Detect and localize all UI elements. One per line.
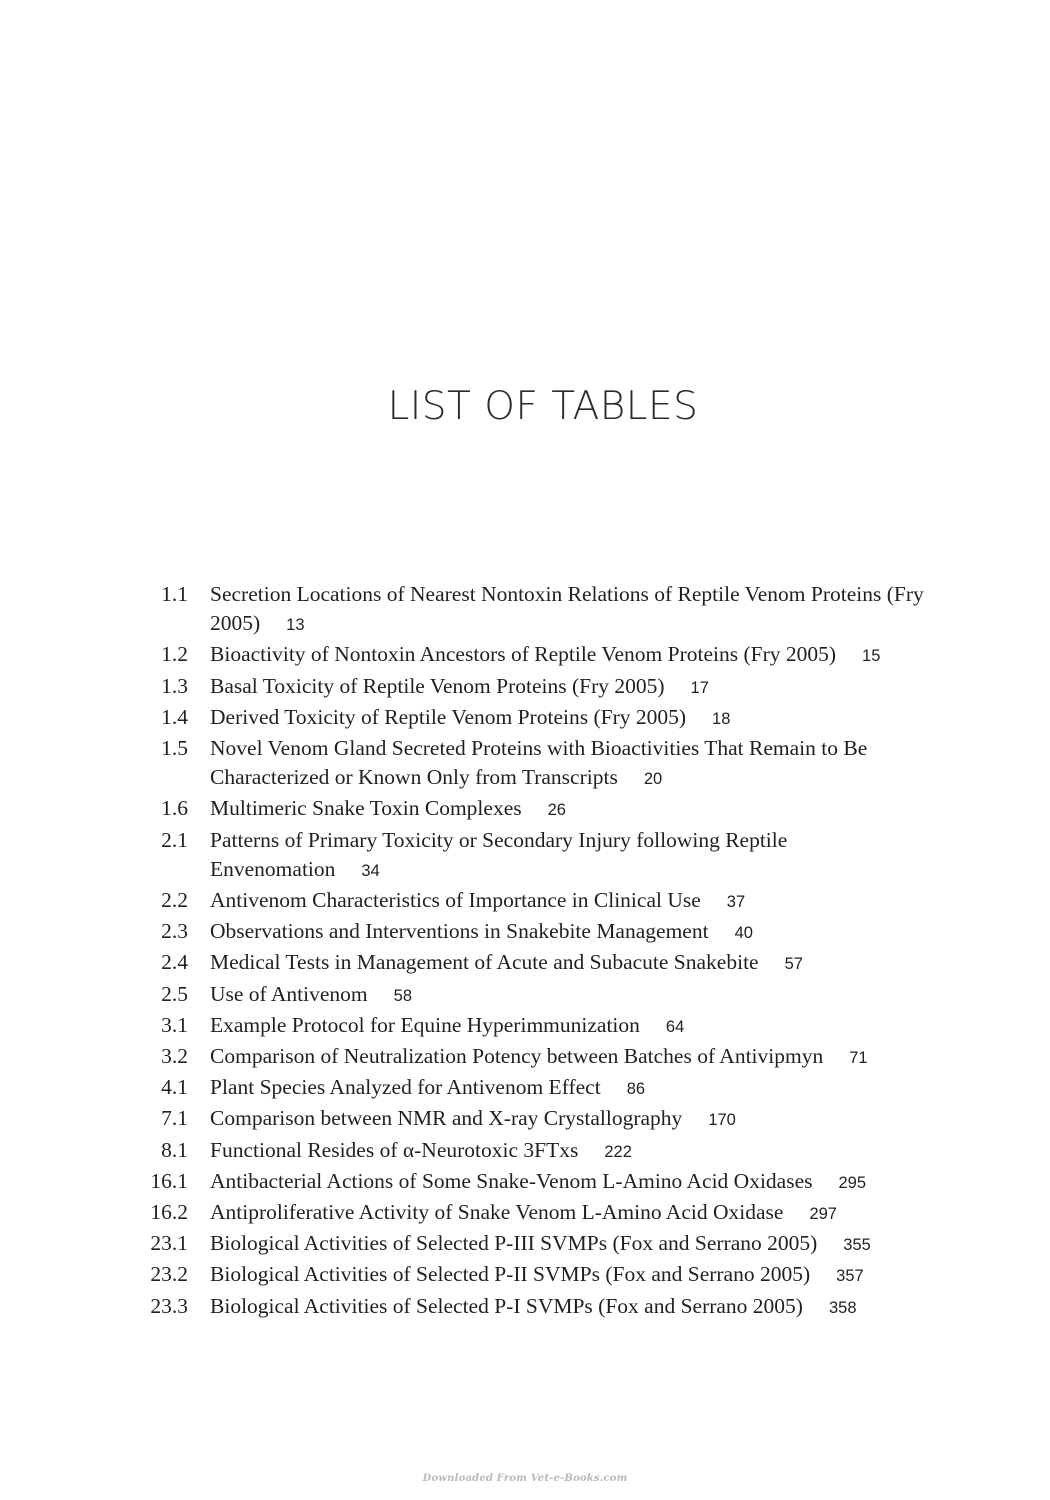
table-title-wrap — [210, 980, 930, 1011]
table-number: 2.3 — [161, 919, 188, 944]
table-page-number: 86 — [626, 1080, 646, 1099]
table-title: Use of Antivenom — [210, 981, 368, 1006]
table-number: 1.5 — [161, 736, 188, 761]
table-page-number: 64 — [665, 1017, 685, 1036]
table-number: 1.2 — [161, 642, 188, 667]
table-page-number: 357 — [836, 1267, 864, 1286]
table-title-wrap — [210, 794, 930, 825]
table-title: Novel Venom Gland Secreted Proteins with Bioactivities That Remain to Be Characterized or Known Only from Transcripts — [210, 736, 868, 790]
table-entry[interactable] — [140, 1292, 940, 1323]
table-title: Observations and Interventions in Snakebite Management — [210, 919, 709, 944]
table-title-wrap — [210, 1198, 930, 1229]
table-title: Multimeric Snake Toxin Complexes — [210, 796, 522, 821]
table-number: 8.1 — [161, 1137, 188, 1162]
table-title-wrap — [210, 886, 930, 917]
table-title-wrap — [210, 734, 930, 794]
table-title: Derived Toxicity of Reptile Venom Proteins (Fry 2005) — [210, 704, 687, 729]
table-title: Biological Activities of Selected P-II SVMPs (Fox and Serrano 2005) — [210, 1262, 811, 1287]
table-number: 4.1 — [161, 1075, 188, 1100]
table-number: 23.1 — [150, 1231, 188, 1256]
table-title: Biological Activities of Selected P-I SVMPs (Fox and Serrano 2005) — [210, 1293, 803, 1318]
table-number: 2.5 — [161, 981, 188, 1006]
table-title-wrap — [210, 580, 930, 640]
table-title: Example Protocol for Equine Hyperimmunization — [210, 1012, 640, 1037]
table-title: Comparison between NMR and X-ray Crystallography — [210, 1106, 683, 1131]
table-entry[interactable] — [140, 1136, 940, 1167]
table-number: 1.1 — [161, 582, 188, 606]
table-entry[interactable] — [140, 794, 940, 825]
table-title-wrap — [210, 1292, 930, 1323]
table-title: Functional Resides of α-Neurotoxic 3FTxs — [210, 1137, 579, 1162]
table-title-wrap — [210, 1042, 930, 1073]
table-entry[interactable] — [140, 734, 940, 794]
table-title-wrap — [210, 1011, 930, 1042]
table-entry[interactable] — [140, 1198, 940, 1229]
page-title: LIST OF TABLES — [387, 384, 699, 429]
table-page-number: 57 — [784, 955, 803, 974]
table-number: 1.4 — [161, 704, 188, 729]
table-number: 3.2 — [161, 1044, 188, 1069]
table-number: 2.1 — [161, 827, 188, 852]
table-number: 16.2 — [150, 1200, 188, 1225]
table-entry[interactable] — [140, 1073, 940, 1104]
table-page-number: 20 — [643, 770, 663, 789]
table-title-wrap — [210, 1136, 930, 1167]
table-page-number: 40 — [734, 924, 753, 943]
table-title-wrap — [210, 1073, 930, 1104]
table-title-wrap — [210, 703, 930, 734]
table-number: 16.1 — [150, 1168, 188, 1193]
table-entry[interactable] — [140, 703, 940, 734]
download-watermark: Downloaded From Vet-e-Books.com — [422, 1473, 628, 1484]
table-page-number: 358 — [828, 1298, 857, 1317]
table-number: 2.4 — [161, 950, 188, 975]
table-entry[interactable] — [140, 826, 940, 886]
table-number: 23.3 — [150, 1293, 188, 1318]
table-title-wrap — [210, 672, 930, 703]
table-page-number: 355 — [843, 1236, 871, 1255]
table-entry[interactable] — [140, 640, 940, 671]
table-entry[interactable] — [140, 672, 940, 703]
table-entry[interactable] — [140, 1167, 940, 1198]
table-number: 1.6 — [161, 796, 188, 821]
table-entry[interactable] — [140, 917, 940, 948]
table-page-number: 170 — [708, 1111, 736, 1130]
table-title-wrap — [210, 826, 930, 886]
table-entry[interactable] — [140, 1011, 940, 1042]
table-entry[interactable] — [140, 886, 940, 917]
table-title-wrap — [210, 1104, 930, 1135]
table-title: Antivenom Characteristics of Importance in Clinical Use — [210, 888, 701, 913]
table-number: 1.3 — [161, 673, 188, 698]
table-title-wrap — [210, 1260, 930, 1291]
table-title: Antibacterial Actions of Some Snake-Venom L-Amino Acid Oxidases — [210, 1168, 813, 1193]
table-number: 23.2 — [150, 1262, 188, 1287]
table-title: Plant Species Analyzed for Antivenom Effect — [210, 1075, 601, 1100]
table-list — [140, 580, 940, 1323]
table-page-number: 71 — [849, 1049, 868, 1068]
table-entry[interactable] — [140, 1260, 940, 1291]
table-title-wrap — [210, 1167, 930, 1198]
table-page-number: 37 — [726, 893, 746, 912]
table-title-wrap — [210, 917, 930, 948]
table-title-wrap — [210, 1229, 930, 1260]
table-number: 7.1 — [161, 1106, 188, 1131]
table-page-number: 222 — [604, 1142, 632, 1161]
table-title: Secretion Locations of Nearest Nontoxin Relations of Reptile Venom Proteins (Fry 2005) — [210, 582, 924, 636]
table-title-wrap — [210, 640, 930, 671]
table-page-number: 15 — [862, 647, 881, 666]
table-page-number: 26 — [547, 801, 566, 820]
table-page-number: 297 — [809, 1205, 837, 1224]
table-number: 3.1 — [161, 1012, 188, 1037]
table-page-number: 18 — [712, 709, 731, 728]
table-entry[interactable] — [140, 580, 940, 640]
table-page-number: 13 — [286, 616, 305, 635]
table-title: Antiproliferative Activity of Snake Venom L-Amino Acid Oxidase — [210, 1200, 784, 1225]
table-entry[interactable] — [140, 948, 940, 979]
table-entry[interactable] — [140, 1229, 940, 1260]
table-entry[interactable] — [140, 1104, 940, 1135]
table-page-number: 58 — [393, 986, 413, 1005]
table-title: Biological Activities of Selected P-III SVMPs (Fox and Serrano 2005) — [210, 1231, 818, 1256]
table-title-wrap — [210, 948, 930, 979]
table-entry[interactable] — [140, 1042, 940, 1073]
table-title: Basal Toxicity of Reptile Venom Proteins (Fry 2005) — [210, 673, 665, 698]
table-page-number: 34 — [361, 861, 380, 880]
table-title: Comparison of Neutralization Potency between Batches of Antivipmyn — [210, 1044, 824, 1069]
table-title: Medical Tests in Management of Acute and Subacute Snakebite — [210, 950, 759, 975]
table-number: 2.2 — [161, 888, 188, 913]
table-entry[interactable] — [140, 980, 940, 1011]
table-title: Patterns of Primary Toxicity or Secondary Injury following Reptile Envenomation — [210, 827, 788, 881]
table-page-number: 17 — [690, 678, 709, 697]
table-page-number: 295 — [838, 1173, 867, 1192]
table-title: Bioactivity of Nontoxin Ancestors of Reptile Venom Proteins (Fry 2005) — [210, 642, 837, 667]
